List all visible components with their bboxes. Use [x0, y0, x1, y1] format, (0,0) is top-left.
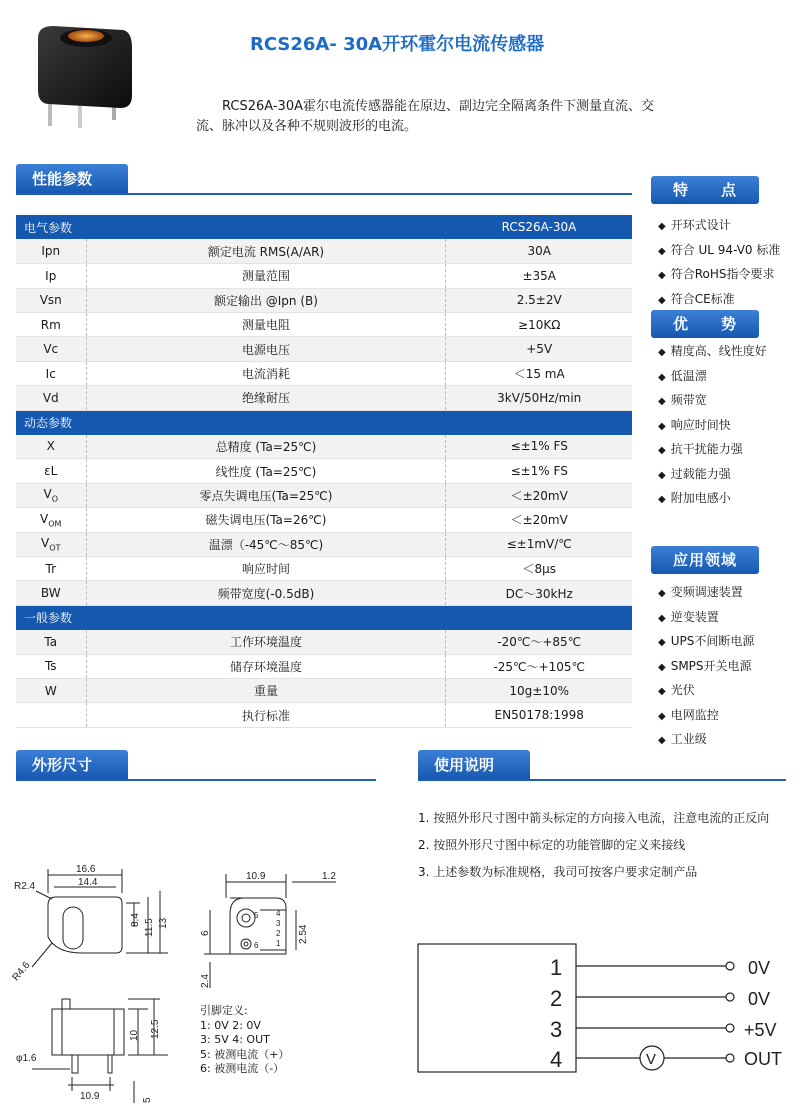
list-item: ◆ 频带宽	[658, 388, 767, 413]
table-row: $V_O$ 零点失调电压(Ta=25℃) ＜±20mV	[16, 483, 632, 507]
dim-top-pitch: 2.54	[298, 924, 309, 944]
applications-header: 应用领域	[651, 546, 759, 574]
pin-label-6: 6	[254, 941, 259, 950]
pin-label-2: 2	[276, 929, 281, 938]
list-item: 3. 上述参数为标准规格，我司可按客户要求定制产品	[418, 865, 698, 879]
advantages-list	[658, 339, 767, 511]
dim-front-h3: 13	[158, 917, 169, 929]
intro-paragraph: RCS26A-30A霍尔电流传感器能在原边、副边完全隔离条件下测量直流、交流、脉冲以及各种不规则波形的电流。	[196, 99, 654, 134]
circuit-pin-3: 3	[550, 1017, 563, 1042]
list-item: ◆ 光伏	[658, 678, 754, 703]
voltmeter-label: V	[646, 1051, 657, 1068]
tab-dimensions: 外形尺寸	[16, 750, 128, 780]
table-row: $V_{OT}$ 温漂（-45℃～85℃) ≤±1mV/℃	[16, 532, 632, 556]
pin-label-5: 5	[254, 911, 259, 920]
list-item: 1. 按照外形尺寸图中箭头标定的方向接入电流，注意电流的正反向	[418, 811, 770, 825]
list-item: ◆ SMPS开关电源	[658, 654, 754, 679]
list-item: ◆ 逆变装置	[658, 605, 754, 630]
output-5v: +5V	[744, 1020, 777, 1040]
table-row: 执行标准 EN50178:1998	[16, 703, 632, 727]
top-view-drawing	[196, 870, 346, 1000]
list-item: ◆ 精度高、线性度好	[658, 339, 767, 364]
list-item: ◆ 低温漂	[658, 364, 767, 389]
dim-side-w-base: 10.9	[80, 1091, 100, 1102]
table-row: Ta 工作环境温度 -20℃～+85℃	[16, 630, 632, 654]
list-item: ◆ 工业级	[658, 727, 754, 752]
dim-front-r-bottom: R4.6	[10, 959, 33, 984]
table-row: Rm 测量电阻 ≥10KΩ	[16, 313, 632, 337]
table-row: Vd 绝缘耐压 3kV/50Hz/min	[16, 386, 632, 410]
tab-performance: 性能参数	[16, 164, 128, 194]
dim-top-h-left: 6	[200, 930, 211, 936]
dim-side-h-body: 10	[129, 1029, 140, 1041]
table-row: BW 频带宽度(-0.5dB) DC～30kHz	[16, 581, 632, 605]
dim-top-edge: 1.2	[322, 871, 336, 882]
list-item: ◆ UPS不间断电源	[658, 629, 754, 654]
advantages-header: 优 势	[651, 310, 759, 338]
side-view-drawing	[8, 995, 178, 1105]
table-row: $V_{OM}$ 磁失调电压(Ta=26℃) ＜±20mV	[16, 508, 632, 532]
circuit-pin-1: 1	[550, 955, 563, 980]
tab-instructions: 使用说明	[418, 750, 530, 780]
wiring-diagram	[412, 938, 792, 1078]
output-0v-1: 0V	[748, 958, 771, 978]
table-row: Ipn 额定电流 RMS(A/AR) 30A	[16, 239, 632, 263]
dim-side-pin-len: 5	[142, 1097, 153, 1103]
list-item: 2. 按照外形尺寸图中标定的功能管脚的定义来接线	[418, 838, 686, 852]
spec-table	[16, 215, 632, 728]
list-item: ◆ 附加电感小	[658, 486, 767, 511]
dim-front-r-top: R2.4	[14, 881, 36, 892]
list-item: ◆ 符合RoHS指令要求	[658, 262, 780, 287]
pin-def-line: 3: 5V 4: OUT	[200, 1033, 270, 1046]
table-row: εL 线性度 (Ta=25℃) ≤±1% FS	[16, 459, 632, 483]
table-row: Ic 电流消耗 ＜15 mA	[16, 361, 632, 385]
tab-underline	[418, 779, 786, 781]
output-0v-2: 0V	[748, 989, 771, 1009]
features-header: 特 点	[651, 176, 759, 204]
table-row: Tr 响应时间 ＜8μs	[16, 556, 632, 580]
pin-def-title: 引脚定义:	[200, 1004, 248, 1017]
table-row: Ip 测量范围 ±35A	[16, 264, 632, 288]
dim-front-w-inner: 14.4	[78, 877, 98, 888]
pin-def-line: 6: 被测电流（-）	[200, 1062, 285, 1075]
applications-list	[658, 580, 754, 752]
tab-underline	[16, 779, 376, 781]
table-row: Ts 储存环境温度 -25℃～+105℃	[16, 654, 632, 678]
dim-top-w: 10.9	[246, 871, 266, 882]
list-item: ◆ 响应时间快	[658, 413, 767, 438]
dim-front-h1: 8.4	[130, 913, 141, 927]
product-photo	[28, 18, 138, 130]
section-general: 一般参数	[16, 605, 632, 629]
pin-def-line: 1: 0V 2: 0V	[200, 1018, 261, 1032]
pin-definition	[200, 1004, 289, 1077]
list-item: ◆ 过载能力强	[658, 462, 767, 487]
model-name: RCS26A-30A	[446, 215, 632, 239]
pin-def-line: 5: 被测电流（+）	[200, 1047, 290, 1061]
dim-front-w-outer: 16.6	[76, 864, 96, 875]
dim-side-pin: φ1.6	[16, 1053, 37, 1064]
features-list	[658, 213, 780, 311]
pin-label-3: 3	[276, 919, 281, 928]
pin-label-1: 1	[276, 939, 281, 948]
table-row: X 总精度 (Ta=25℃) ≤±1% FS	[16, 435, 632, 459]
front-view-drawing	[8, 855, 178, 990]
instructions-list	[418, 805, 769, 886]
list-item: ◆ 电网监控	[658, 703, 754, 728]
circuit-pin-2: 2	[550, 986, 563, 1011]
list-item: ◆ 变频调速装置	[658, 580, 754, 605]
dim-side-h-total: 12.5	[150, 1019, 161, 1039]
output-out: OUT	[744, 1049, 782, 1069]
dim-top-h-pin: 2.4	[200, 974, 211, 988]
dim-front-h2: 11.5	[144, 918, 155, 937]
table-row: W 重量 10g±10%	[16, 678, 632, 702]
section-dynamic: 动态参数	[16, 410, 632, 434]
page-title: RCS26A- 30A开环霍尔电流传感器	[250, 34, 545, 55]
circuit-pin-4: 4	[550, 1047, 563, 1072]
table-row: Vsn 额定输出 @Ipn (B) 2.5±2V	[16, 288, 632, 312]
list-item: ◆ 符合CE标准	[658, 287, 780, 312]
list-item: ◆ 开环式设计	[658, 213, 780, 238]
table-row: Vc 电源电压 +5V	[16, 337, 632, 361]
section-electrical: 电气参数 RCS26A-30A	[16, 215, 632, 239]
list-item: ◆ 抗干扰能力强	[658, 437, 767, 462]
tab-underline	[16, 193, 632, 195]
pin-label-4: 4	[276, 909, 281, 918]
list-item: ◆ 符合 UL 94-V0 标准	[658, 238, 780, 263]
